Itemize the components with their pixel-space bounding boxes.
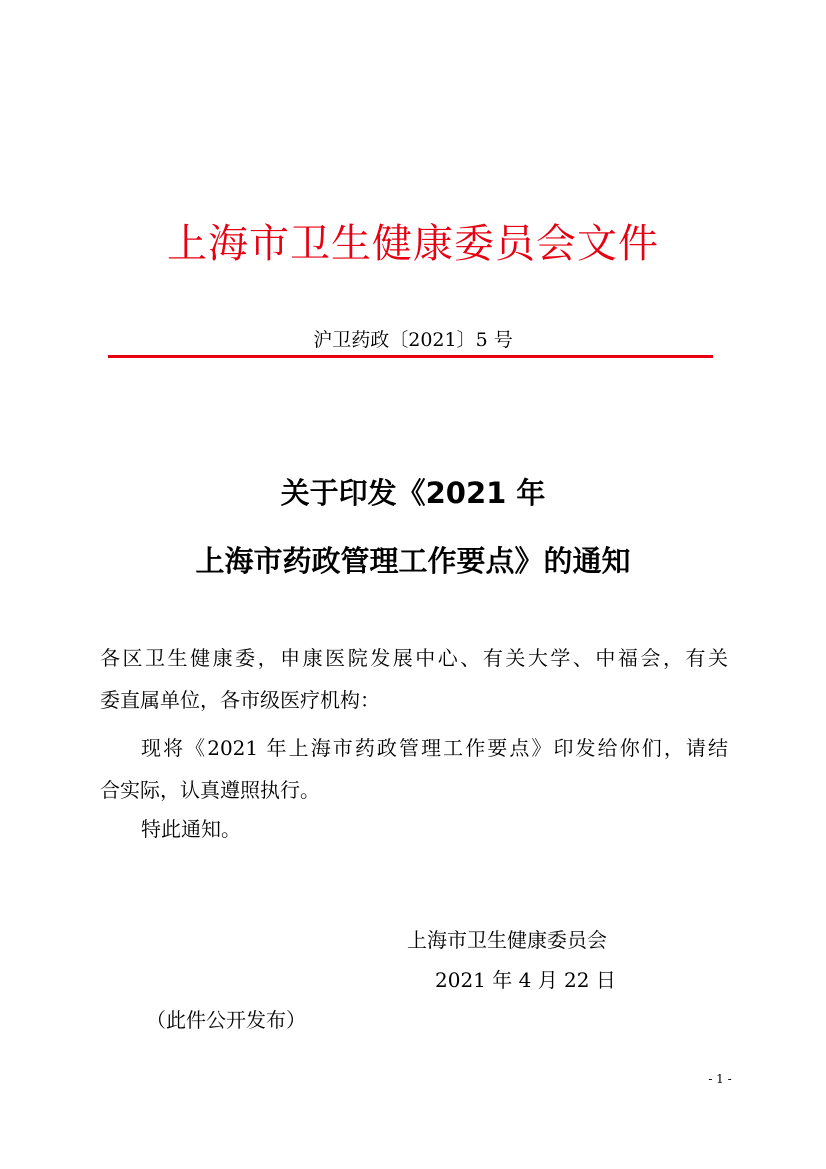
addressees-line-1: 各区卫生健康委，申康医院发展中心、有关大学、中福会，有关 [100,646,728,670]
page-number: - 1 - [708,1072,732,1086]
closing-remark: 特此通知。 [141,817,241,841]
body-paragraph-line-2: 合实际，认真遵照执行。 [100,778,320,802]
document-title-line-1: 关于印发《2021 年 [280,476,546,510]
signature-organization: 上海市卫生健康委员会 [407,928,607,952]
issuer-title: 上海市卫生健康委员会文件 [167,221,659,267]
addressees-line-2: 委直属单位，各市级医疗机构： [100,688,380,712]
body-paragraph-line-1: 现将《2021 年上海市药政管理工作要点》印发给你们，请结 [141,736,728,760]
document-title-line-2: 上海市药政管理工作要点》的通知 [195,544,631,578]
public-release-note: （此件公开发布） [146,1008,306,1032]
signature-date: 2021 年 4 月 22 日 [435,968,616,992]
document-number: 沪卫药政〔2021〕5 号 [313,329,513,351]
red-separator-line [108,355,713,358]
